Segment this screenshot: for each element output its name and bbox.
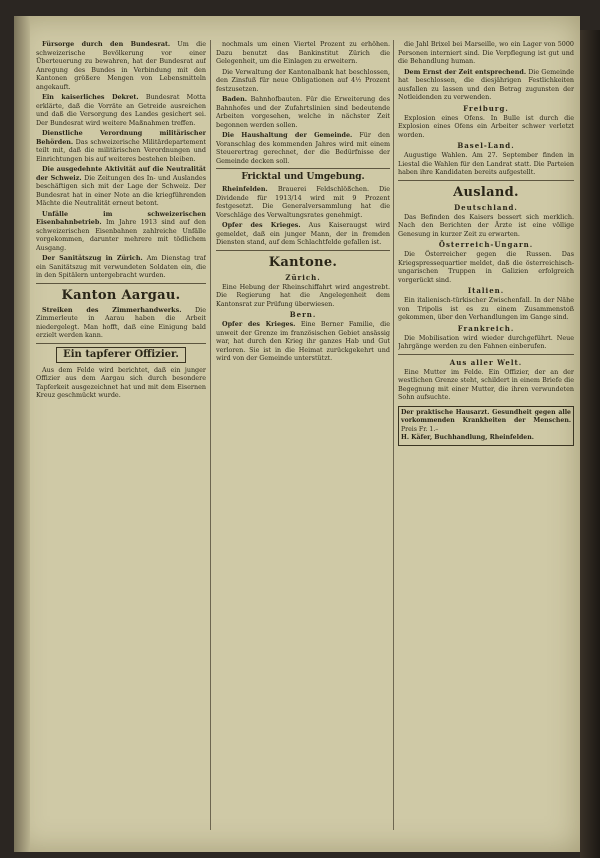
lead-streik: Streiken des Zimmerhandwerks.: [42, 305, 182, 314]
subheading-italien: Italien.: [467, 286, 505, 295]
text-ernst: Die Gemeinde hat beschlossen, die diesjährigen Festlichkeiten ausfallen zu lassen und den Betrag zugunsten der Notleidenden zu verwenden.: [398, 67, 574, 101]
lead-neutralitaet: Die ausgedehnte Aktivität auf die Neutralität der Schweiz.: [36, 165, 206, 182]
column-2: [216, 40, 390, 840]
ad-shop: H. Käfer, Buchhandlung, Rheinfelden.: [401, 434, 534, 441]
divider: [36, 283, 206, 284]
lead-dekret: Ein kaiserliches Dekret.: [42, 93, 139, 101]
article-freiburg: Explosion eines Ofens. In Bulle ist durch die Explosion eines Ofens ein Arbeiter schwer verletzt worden.: [398, 113, 574, 139]
lead-rheinfelden: Rheinfelden.: [222, 185, 268, 193]
text-baden: Bahnhofbauten. Für die Erweiterung des Bahnhofes und der Zufahrtslinien sind bedeutende Arbeiten vorgesehen, welche in nächster Zeit begonnen werden sollen.: [216, 95, 390, 129]
column-3: [398, 40, 574, 840]
advertisement: [398, 406, 574, 446]
heading-tapferer-offizier: Ein tapferer Offizier.: [56, 347, 186, 363]
article-ernst-zeit: [398, 68, 574, 102]
article-streik: [36, 306, 206, 340]
article-frankreich: Die Mobilisation wird wieder durchgeführt. Neue Jahrgänge werden zu den Fahnen einberufen.: [398, 333, 574, 350]
article-zinsfuss: nochmals um einen Viertel Prozent zu erhöhen. Dazu benutzt das Bankinstitut Zürich die Gelegenheit, um die Einlagen zu erweitern.: [216, 40, 390, 65]
book-edge: [580, 30, 600, 858]
text-dekret: Bundesrat Motta erklärte, daß die Vorräte an Getreide ausreichen und daß die Versorgung des Landes gesichert sei. Der Bundesrat wird weitere Maßnahmen treffen.: [36, 93, 206, 127]
lead-opfer: Opfer des Krieges.: [222, 221, 301, 229]
subheading-zuerich: Zürich.: [285, 272, 321, 282]
lead-fuersorge: Fürsorge durch den Bundesrat.: [42, 40, 171, 48]
divider: [398, 354, 574, 355]
divider: [398, 180, 574, 181]
subheading-bern: Bern.: [289, 310, 317, 319]
column-rule-1: [210, 40, 211, 830]
text-haushalt: Für den Voranschlag des kommenden Jahres wird mit einem Steuerertrag gerechnet, der die Bedürfnisse der Gemeinde decken soll.: [216, 131, 390, 165]
divider: [216, 168, 390, 169]
article-unfaelle: [36, 210, 206, 253]
article-neutralitaet: [36, 165, 206, 208]
article-kantonalbank: Die Verwaltung der Kantonalbank hat beschlossen, den Zinsfuß für neue Obligationen auf 4½ Prozent festzusetzen.: [216, 67, 390, 93]
text-streik: Die Zimmerleute in Aarau haben die Arbeit niedergelegt. Man hofft, daß eine Einigung bald erzielt werden kann.: [36, 305, 206, 339]
heading-kanton-aargau: Kanton Aargau.: [61, 287, 181, 303]
divider: [36, 343, 206, 344]
subheading-deutschland: Deutschland.: [454, 202, 518, 212]
divider: [216, 250, 390, 251]
article-rheinfelden: [216, 185, 390, 219]
text-fuersorge: Um die schweizerische Bevölkerung vor einer Überteuerung zu bewahren, hat der Bundesrat auf Anregung des Bundes in Verbindung mit den Kantonen größere Mengen von Lebensmitteln angekauft.: [36, 40, 206, 91]
article-sanitaetszug: [36, 254, 206, 280]
subheading-basel: Basel-Land.: [457, 141, 515, 150]
heading-ausland: Ausland.: [453, 184, 519, 200]
page-binding: [14, 16, 30, 852]
lead-ernst: Dem Ernst der Zeit entsprechend.: [404, 67, 527, 76]
article-haushalt: [216, 131, 390, 165]
article-verordnung: [36, 129, 206, 163]
article-marseille: die Jahl Brixel bei Marseille, wo ein Lager von 5000 Personen interniert sind. Die Verpflegung ist gut und die Behandlung human.: [398, 40, 574, 65]
lead-haushalt: Die Haushaltung der Gemeinde.: [222, 131, 353, 139]
lead-verordnung: Dienstliche Verordnung militärischer Behörden.: [36, 129, 206, 146]
lead-baden: Baden.: [222, 95, 247, 103]
lead-sanitaetszug: Der Sanitätszug in Zürich.: [42, 254, 143, 262]
ad-price: Preis Fr. 1.–: [401, 425, 439, 433]
subheading-frankreich: Frankreich.: [457, 323, 515, 333]
article-mutter: Eine Mutter im Felde. Ein Offizier, der an der westlichen Grenze steht, schildert in einem Briefe die Begegnung mit einer Mutter, die ihren verwundeten Sohn aufsuchte.: [398, 367, 574, 401]
article-offizier: Aus dem Felde wird berichtet, daß ein junger Offizier aus dem Aargau sich durch besondere Tapferkeit ausgezeichnet hat und mit dem Eisernen Kreuz geschmückt wurde.: [36, 365, 206, 399]
subheading-freiburg: Freiburg.: [463, 103, 509, 113]
article-italien: Ein italienisch-türkischer Zwischenfall. In der Nähe von Tripolis ist es zu einem Zusammenstoß gekommen, über den Verhandlungen im Gange sind.: [398, 296, 574, 321]
article-baden: [216, 95, 390, 129]
column-1: [36, 40, 206, 840]
text-bern: Eine Berner Familie, die unweit der Grenze im französischen Gebiet ansässig war, hat durch den Krieg ihr ganzes Hab und Gut verloren. Sie ist in die Heimat zurückgekehrt und wird von der Gemeinde unterstützt.: [216, 320, 390, 362]
article-bern: [216, 320, 390, 363]
article-ungarn: Die Österreicher gegen die Russen. Das Kriegspressequartier meldet, daß die österreichisch-ungarischen Truppen in Galizien erfolgreich vorgerückt sind.: [398, 250, 574, 284]
ad-text: Der praktische Hausarzt. Gesundheit gegen alle vorkommenden Krankheiten der Menschen.: [401, 408, 571, 424]
heading-aus-aller-welt: Aus aller Welt.: [449, 357, 523, 367]
newspaper-page: [14, 16, 580, 852]
subheading-ungarn: Österreich-Ungarn.: [438, 240, 534, 249]
text-sanitaetszug: Am Dienstag traf ein Sanitätszug mit verwundeten Soldaten ein, die in den Spitälern untergebracht wurden.: [36, 254, 206, 279]
article-zuerich: Eine Hebung der Rheinschiffahrt wird angestrebt. Die Regierung hat die Angelegenheit dem Kantonsrat zur Prüfung überwiesen.: [216, 282, 390, 308]
article-deutschland: Das Befinden des Kaisers bessert sich merklich. Nach den Berichten der Ärzte ist eine völlige Genesung in kurzer Zeit zu erwarten.: [398, 212, 574, 238]
text-neutralitaet: Die Zeitungen des In- und Auslandes beschäftigen sich mit der Lage der Schweiz. Der Bundesrat hat in einer Note an die kriegführenden Mächte die Neutralität erneut betont.: [36, 173, 206, 207]
heading-kantone: Kantone.: [268, 254, 338, 270]
article-opfer-krieg: [216, 221, 390, 247]
article-fuersorge: [36, 40, 206, 91]
lead-unfaelle: Unfälle im schweizerischen Eisenbahnbetrieb.: [36, 209, 206, 226]
text-unfaelle: Im Jahre 1913 sind auf den schweizerischen Eisenbahnen zahlreiche Unfälle vorgekommen, darunter mehrere mit tödlichem Ausgang.: [36, 218, 206, 252]
text-rheinfelden: Brauerei Feldschlößchen. Die Dividende für 1913/14 wird mit 9 Prozent festgesetzt. Die Generalversammlung hat die Vorschläge des Verwaltungsrates genehmigt.: [216, 185, 390, 219]
text-verordnung: Das schweizerische Militärdepartement teilt mit, daß die militärischen Verordnungen und Einrichtungen bis auf weiteres bestehen bleiben.: [36, 137, 206, 163]
text-opfer: Aus Kaiseraugst wird gemeldet, daß ein junger Mann, der in fremden Diensten stand, auf dem Schlachtfelde gefallen ist.: [216, 221, 390, 246]
column-rule-2: [393, 40, 394, 830]
lead-bern: Opfer des Krieges.: [222, 320, 296, 328]
heading-fricktal: Fricktal und Umgebung.: [241, 172, 365, 182]
article-basel: Augustige Wahlen. Am 27. September finden in Liestal die Wahlen für den Landrat statt. Die Parteien haben ihre Kandidaten bereits aufgestellt.: [398, 151, 574, 176]
article-dekret: [36, 93, 206, 127]
